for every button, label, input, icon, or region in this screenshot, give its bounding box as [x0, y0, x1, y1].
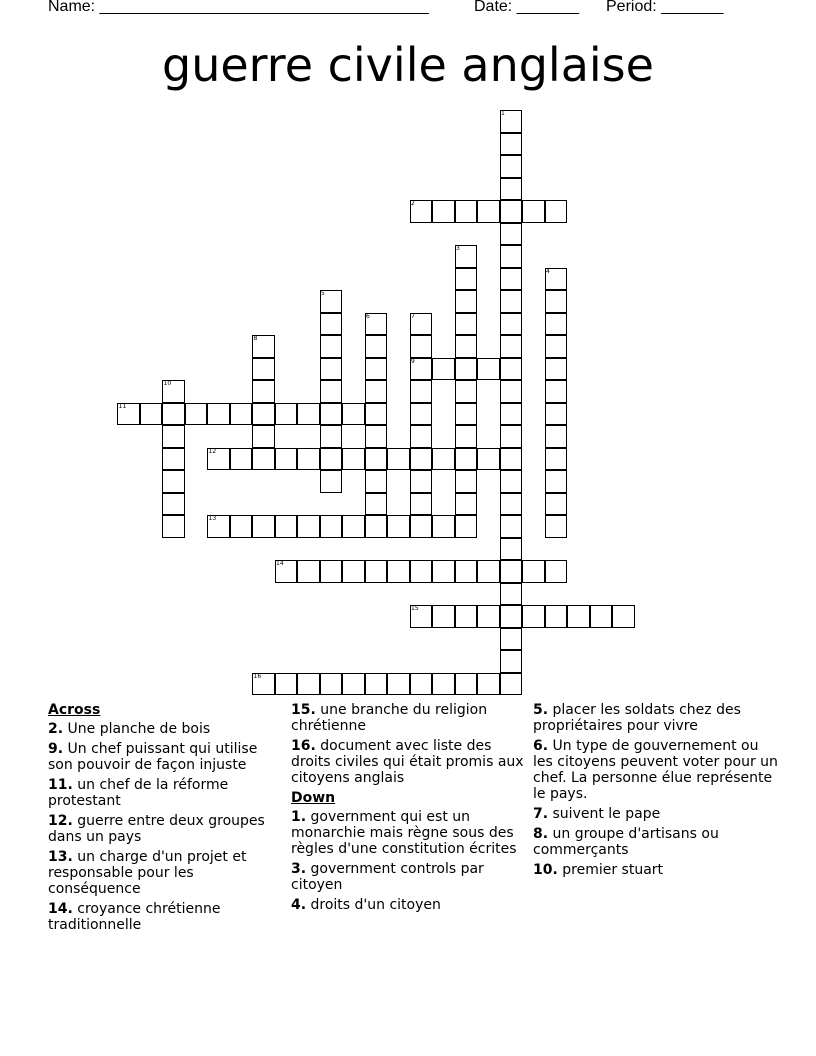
grid-cell[interactable] [365, 358, 388, 381]
across-heading: Across [48, 702, 101, 718]
grid-cell[interactable] [522, 200, 545, 223]
grid-cell[interactable] [455, 515, 478, 538]
grid-cell[interactable] [410, 673, 433, 696]
grid-cell[interactable] [297, 515, 320, 538]
grid-cell[interactable] [522, 560, 545, 583]
grid-cell[interactable] [140, 403, 163, 426]
grid-cell[interactable] [500, 515, 523, 538]
clue-number-label: 8 [253, 335, 258, 342]
clue-number-label: 7 [411, 312, 415, 320]
grid-cell[interactable] [455, 470, 478, 493]
grid-cell[interactable] [432, 605, 455, 628]
grid-cell[interactable] [387, 448, 410, 471]
name-field[interactable]: Name: _____________________________________ [48, 0, 429, 15]
grid-cell[interactable] [410, 358, 433, 381]
clues-column-3 [533, 702, 778, 882]
puzzle-title: guerre civile anglaise [162, 38, 654, 92]
clue-across-14 [48, 901, 278, 933]
clue-number: 11. [48, 777, 73, 793]
grid-cell[interactable] [500, 313, 523, 336]
grid-cell[interactable] [410, 560, 433, 583]
clue-down-5 [533, 702, 778, 734]
grid-cell[interactable] [500, 538, 523, 561]
clue-number-label: 10 [163, 380, 172, 387]
grid-cell[interactable] [455, 605, 478, 628]
grid-cell[interactable] [455, 335, 478, 358]
grid-cell[interactable] [432, 515, 455, 538]
grid-cell[interactable] [252, 403, 275, 426]
grid-cell[interactable] [455, 493, 478, 516]
grid-cell[interactable] [477, 673, 500, 696]
clue-text: premier stuart [562, 862, 664, 878]
grid-cell[interactable] [500, 493, 523, 516]
clue-down-1 [291, 809, 527, 857]
grid-cell[interactable] [320, 403, 343, 426]
grid-cell[interactable] [455, 245, 478, 268]
grid-cell[interactable] [410, 493, 433, 516]
clue-text: un charge d'un projet et responsable pour les conséquence [48, 849, 247, 897]
grid-cell[interactable] [365, 470, 388, 493]
clue-text: un chef de la réforme protestant [48, 777, 229, 809]
clue-number: 2. [48, 721, 64, 737]
grid-cell[interactable] [365, 425, 388, 448]
grid-cell[interactable] [455, 403, 478, 426]
clue-text: government qui est un monarchie mais règne sous des règles d'une constitution écrites [291, 809, 517, 857]
clue-number-label: 12 [208, 447, 217, 455]
grid-cell[interactable] [365, 493, 388, 516]
grid-cell[interactable] [320, 560, 343, 583]
clue-text: suivent le pape [552, 806, 661, 822]
grid-cell[interactable] [320, 313, 343, 336]
grid-cell[interactable] [455, 425, 478, 448]
clue-down-7 [533, 806, 778, 822]
grid-cell[interactable] [207, 448, 230, 471]
clue-text: croyance chrétienne traditionnelle [48, 901, 221, 933]
grid-cell[interactable] [207, 403, 230, 426]
grid-cell[interactable] [297, 673, 320, 696]
student-info-header [0, 0, 816, 22]
grid-cell[interactable] [387, 673, 410, 696]
grid-cell[interactable] [500, 673, 523, 696]
grid-cell[interactable] [455, 200, 478, 223]
grid-cell[interactable] [252, 425, 275, 448]
grid-cell[interactable] [545, 560, 568, 583]
clue-number-label: 11 [118, 402, 127, 410]
clue-number: 1. [291, 809, 307, 825]
clue-across-16 [291, 738, 527, 786]
grid-cell[interactable] [545, 268, 568, 291]
grid-cell[interactable] [455, 290, 478, 313]
clue-number: 5. [533, 702, 549, 718]
grid-cell[interactable] [500, 268, 523, 291]
grid-cell[interactable] [275, 560, 298, 583]
grid-cell[interactable] [207, 515, 230, 538]
grid-cell[interactable] [500, 380, 523, 403]
clue-text: document avec liste des droits civiles qui était promis aux citoyens anglais [291, 738, 524, 786]
grid-cell[interactable] [252, 358, 275, 381]
grid-cell[interactable] [320, 358, 343, 381]
grid-cell[interactable] [500, 628, 523, 651]
clue-text: Un type de gouvernement ou les citoyens peuvent voter pour un chef. La personne élue représente le pays. [533, 738, 778, 802]
grid-cell[interactable] [500, 110, 523, 133]
grid-cell[interactable] [410, 470, 433, 493]
grid-cell[interactable] [230, 515, 253, 538]
clue-number: 7. [533, 806, 549, 822]
grid-cell[interactable] [410, 380, 433, 403]
clue-number-label: 4 [546, 267, 550, 275]
grid-cell[interactable] [477, 560, 500, 583]
clue-across-12 [48, 813, 278, 845]
clue-text: government controls par citoyen [291, 861, 484, 893]
grid-cell[interactable] [545, 335, 568, 358]
clue-number-label: 9 [411, 357, 415, 365]
grid-cell[interactable] [117, 403, 140, 426]
clue-number: 14. [48, 901, 73, 917]
clue-across-11 [48, 777, 278, 809]
clue-number-label: 5 [321, 290, 325, 297]
grid-cell[interactable] [545, 470, 568, 493]
clue-number-label: 3 [456, 245, 460, 252]
grid-cell[interactable] [320, 515, 343, 538]
clue-across-9 [48, 741, 278, 773]
grid-cell[interactable] [432, 358, 455, 381]
grid-cell[interactable] [477, 200, 500, 223]
grid-cell[interactable] [545, 515, 568, 538]
grid-cell[interactable] [297, 403, 320, 426]
clue-number: 15. [291, 702, 316, 718]
grid-cell[interactable] [387, 515, 410, 538]
grid-cell[interactable] [500, 200, 523, 223]
grid-cell[interactable] [410, 200, 433, 223]
grid-cell[interactable] [162, 380, 185, 403]
grid-cell[interactable] [567, 605, 590, 628]
clue-text: Un chef puissant qui utilise son pouvoir de façon injuste [48, 741, 258, 773]
clue-number-label: 15 [411, 605, 419, 612]
grid-cell[interactable] [410, 515, 433, 538]
grid-cell[interactable] [545, 358, 568, 381]
grid-cell[interactable] [162, 470, 185, 493]
clue-number-label: 16 [253, 672, 262, 680]
clue-number-label: 13 [208, 515, 217, 522]
clue-number: 12. [48, 813, 73, 829]
grid-cell[interactable] [275, 448, 298, 471]
grid-cell[interactable] [365, 515, 388, 538]
grid-cell[interactable] [590, 605, 613, 628]
clue-number: 9. [48, 741, 64, 757]
grid-cell[interactable] [320, 470, 343, 493]
grid-cell[interactable] [545, 200, 568, 223]
grid-cell[interactable] [455, 380, 478, 403]
clue-number-label: 6 [366, 312, 370, 320]
grid-cell[interactable] [545, 403, 568, 426]
grid-cell[interactable] [162, 425, 185, 448]
grid-cell[interactable] [275, 403, 298, 426]
clue-text: guerre entre deux groupes dans un pays [48, 813, 265, 845]
grid-cell[interactable] [545, 448, 568, 471]
grid-cell[interactable] [252, 335, 275, 358]
grid-cell[interactable] [230, 403, 253, 426]
grid-cell[interactable] [500, 223, 523, 246]
grid-cell[interactable] [365, 448, 388, 471]
grid-cell[interactable] [162, 493, 185, 516]
grid-cell[interactable] [252, 380, 275, 403]
grid-cell[interactable] [500, 155, 523, 178]
grid-cell[interactable] [545, 290, 568, 313]
clue-text: un groupe d'artisans ou commerçants [533, 826, 719, 858]
clue-number-label: 14 [276, 560, 284, 567]
clues-column-2 [291, 702, 527, 917]
clue-down-3 [291, 861, 527, 893]
grid-cell[interactable] [252, 448, 275, 471]
grid-cell[interactable] [477, 605, 500, 628]
clue-across-13 [48, 849, 278, 897]
grid-cell[interactable] [342, 515, 365, 538]
grid-cell[interactable] [297, 448, 320, 471]
grid-cell[interactable] [455, 268, 478, 291]
clue-number: 4. [291, 897, 307, 913]
grid-cell[interactable] [455, 673, 478, 696]
grid-cell[interactable] [500, 290, 523, 313]
grid-cell[interactable] [500, 403, 523, 426]
grid-cell[interactable] [252, 515, 275, 538]
grid-cell[interactable] [342, 560, 365, 583]
grid-cell[interactable] [500, 178, 523, 201]
grid-cell[interactable] [365, 403, 388, 426]
grid-cell[interactable] [522, 605, 545, 628]
grid-cell[interactable] [342, 673, 365, 696]
clue-text: droits d'un citoyen [310, 897, 441, 913]
grid-cell[interactable] [500, 448, 523, 471]
grid-cell[interactable] [410, 605, 433, 628]
grid-cell[interactable] [500, 133, 523, 156]
grid-cell[interactable] [387, 560, 410, 583]
grid-cell[interactable] [500, 425, 523, 448]
period-field[interactable]: Period: _______ [606, 0, 724, 15]
grid-cell[interactable] [545, 493, 568, 516]
clue-across-2 [48, 721, 278, 737]
grid-cell[interactable] [612, 605, 635, 628]
grid-cell[interactable] [545, 605, 568, 628]
grid-cell[interactable] [432, 200, 455, 223]
grid-cell[interactable] [410, 335, 433, 358]
clue-number: 13. [48, 849, 73, 865]
grid-cell[interactable] [432, 673, 455, 696]
grid-cell[interactable] [320, 673, 343, 696]
date-field[interactable]: Date: _______ [474, 0, 579, 15]
grid-cell[interactable] [342, 403, 365, 426]
grid-cell[interactable] [320, 290, 343, 313]
grid-cell[interactable] [230, 448, 253, 471]
grid-cell[interactable] [320, 335, 343, 358]
clue-across-15 [291, 702, 527, 734]
grid-cell[interactable] [500, 605, 523, 628]
grid-cell[interactable] [320, 425, 343, 448]
grid-cell[interactable] [500, 560, 523, 583]
grid-cell[interactable] [545, 380, 568, 403]
grid-cell[interactable] [365, 560, 388, 583]
down-heading: Down [291, 790, 336, 806]
grid-cell[interactable] [500, 335, 523, 358]
clue-number-label: 2 [411, 200, 415, 207]
clues-column-1 [48, 702, 278, 937]
grid-cell[interactable] [162, 403, 185, 426]
grid-cell[interactable] [275, 673, 298, 696]
grid-cell[interactable] [162, 515, 185, 538]
clue-down-4 [291, 897, 527, 913]
grid-cell[interactable] [545, 313, 568, 336]
grid-cell[interactable] [455, 358, 478, 381]
grid-cell[interactable] [432, 448, 455, 471]
clue-number-label: 1 [501, 110, 505, 117]
grid-cell[interactable] [410, 425, 433, 448]
grid-cell[interactable] [320, 448, 343, 471]
grid-cell[interactable] [500, 470, 523, 493]
clue-text: Une planche de bois [67, 721, 211, 737]
clue-number: 10. [533, 862, 558, 878]
grid-cell[interactable] [365, 673, 388, 696]
clue-text: une branche du religion chrétienne [291, 702, 488, 734]
grid-cell[interactable] [410, 313, 433, 336]
grid-cell[interactable] [477, 448, 500, 471]
grid-cell[interactable] [500, 245, 523, 268]
grid-cell[interactable] [500, 358, 523, 381]
grid-cell[interactable] [455, 313, 478, 336]
grid-cell[interactable] [365, 380, 388, 403]
grid-cell[interactable] [162, 448, 185, 471]
clue-text: placer les soldats chez des propriétaires pour vivre [533, 702, 741, 734]
grid-cell[interactable] [185, 403, 208, 426]
clue-down-6 [533, 738, 778, 802]
grid-cell[interactable] [432, 560, 455, 583]
grid-cell[interactable] [365, 335, 388, 358]
grid-cell[interactable] [275, 515, 298, 538]
grid-cell[interactable] [342, 448, 365, 471]
grid-cell[interactable] [500, 650, 523, 673]
clue-down-8 [533, 826, 778, 858]
clue-down-10 [533, 862, 778, 878]
clue-number: 6. [533, 738, 549, 754]
grid-cell[interactable] [410, 403, 433, 426]
grid-cell[interactable] [455, 560, 478, 583]
grid-cell[interactable] [410, 448, 433, 471]
grid-cell[interactable] [455, 448, 478, 471]
grid-cell[interactable] [252, 673, 275, 696]
grid-cell[interactable] [297, 560, 320, 583]
clue-number: 8. [533, 826, 549, 842]
clue-number: 16. [291, 738, 316, 754]
grid-cell[interactable] [500, 583, 523, 606]
grid-cell[interactable] [365, 313, 388, 336]
grid-cell[interactable] [545, 425, 568, 448]
grid-cell[interactable] [320, 380, 343, 403]
grid-cell[interactable] [477, 358, 500, 381]
clue-number: 3. [291, 861, 307, 877]
